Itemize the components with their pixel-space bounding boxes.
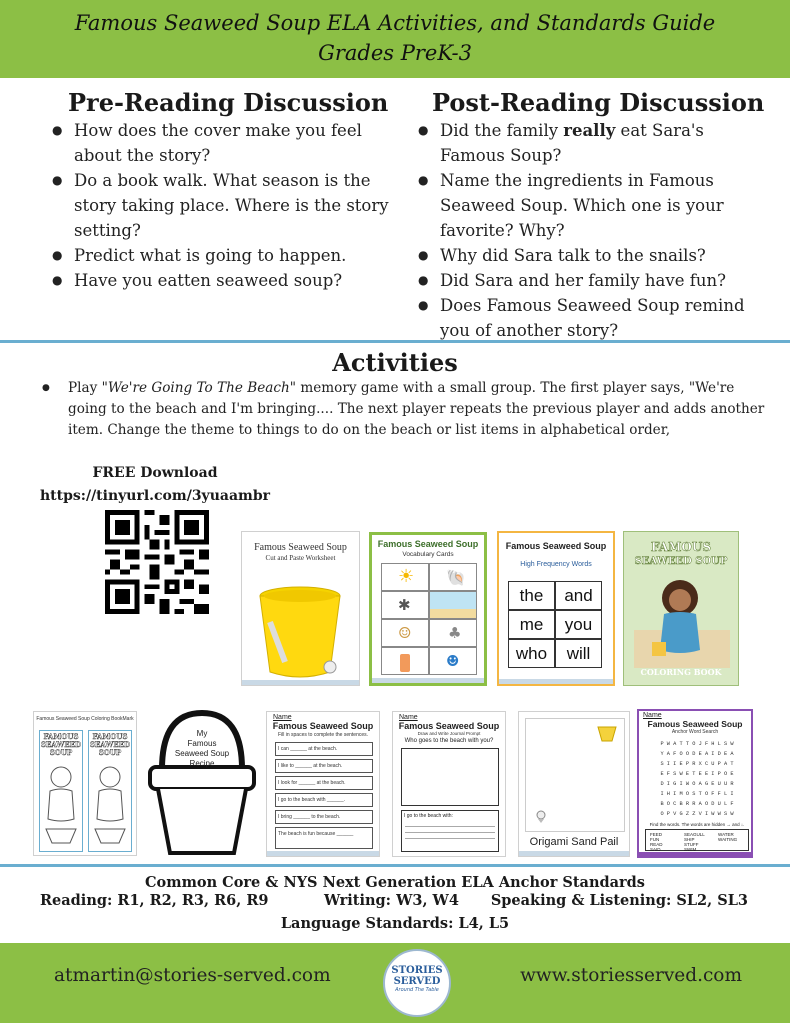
word-bank-column: WATER WAITING (718, 832, 738, 842)
word-search-grid (645, 739, 749, 819)
child-icon: ☺ (398, 624, 412, 642)
thumbnail-coloring-book[interactable] (623, 531, 739, 686)
header-title: Famous Seaweed Soup ELA Activities, and Standards Guide (74, 11, 716, 35)
girl-illustration-icon (634, 570, 730, 668)
list-item-game-title: "We're Going To The Beach" (101, 380, 297, 396)
thumbnail-title: Famous Seaweed Soup Coloring BookMark (36, 716, 134, 722)
grid-row: B O C B R R A O D U L F (660, 801, 734, 807)
list-item-text: eat Sara's Famous Soup? (440, 121, 704, 165)
list-item-emphasis: really (563, 121, 616, 140)
bookmark-label-line: SEAWEED (40, 740, 82, 749)
logo-arc-text: Around The Table (395, 987, 439, 993)
girl-outline-icon (89, 757, 131, 847)
vocab-card (429, 591, 477, 619)
bookmark-label (40, 731, 82, 757)
bucket-icon (250, 562, 350, 684)
thumbnail-footer (499, 679, 613, 684)
sunscreen-icon (400, 654, 410, 672)
download-block (40, 462, 270, 508)
hf-word: me (508, 610, 555, 639)
thumbnail-footer (372, 678, 484, 683)
girl-outline-icon (40, 757, 82, 847)
vocab-card (381, 647, 429, 675)
section-divider (0, 864, 790, 867)
list-item (38, 378, 768, 441)
list-item-text: Did the family (440, 121, 564, 140)
cover-caption: COLORING BOOK (640, 667, 722, 677)
vocab-card (381, 563, 429, 591)
grid-row: P W A T T O J F H L S W (660, 741, 734, 747)
bookmark-strip (88, 730, 132, 852)
sentence-lines (275, 742, 373, 849)
beach-icon (430, 609, 476, 618)
thumbnail-origami[interactable] (518, 711, 630, 857)
bookmark-strip (39, 730, 83, 852)
sentence-line: I look for ______ at the beach. (275, 776, 373, 790)
writing-box[interactable] (401, 810, 499, 852)
footer-bar (0, 943, 790, 1023)
worksheet-question: Who goes to the beach with you? (404, 738, 494, 744)
origami-caption: Origami Sand Pail (529, 836, 619, 848)
activities-list (38, 378, 768, 441)
grid-row: S I I E P R X C U P A T (660, 761, 734, 767)
writing-line (405, 838, 495, 839)
cover-title-line2: SEAWEED SOUP (634, 556, 728, 567)
footer-email[interactable]: atmartin@stories-served.com (54, 965, 331, 986)
pre-reading-list (50, 118, 400, 293)
bookmark-label-line: SEAWEED (89, 740, 131, 749)
list-item-text: Play (68, 380, 102, 396)
origami-paper (525, 718, 625, 832)
footer-website[interactable]: www.storiesserved.com (520, 965, 742, 986)
standards-language: Language Standards: L4, L5 (280, 915, 510, 932)
vocab-card (381, 591, 429, 619)
seagull-icon: ♣ (448, 624, 462, 642)
standards-title: Common Core & NYS Next Generation ELA Anchor Standards (145, 874, 645, 891)
cover-title-line1: FAMOUS (651, 540, 711, 554)
recipe-title-line: Seaweed Soup (174, 749, 230, 758)
post-reading-title: Post-Reading Discussion (432, 88, 765, 117)
grid-row: I H I M O S T O F F L I (660, 791, 734, 797)
hf-word: who (508, 639, 555, 668)
thumbnail-title: Famous Seaweed Soup (272, 721, 374, 731)
thumbnail-subtitle: Draw and Write Journal Prompt (417, 731, 481, 736)
worksheet-name-label: Name (643, 712, 662, 719)
thumbnail-cut-paste[interactable] (241, 531, 360, 686)
thumbnail-subtitle: Fill in spaces to complete the sentences. (277, 732, 369, 738)
worksheet-name-label: Name (273, 714, 292, 721)
thumbnail-title: Famous Seaweed Soup (647, 719, 743, 729)
thumbnail-subtitle: Cut and Paste Worksheet (265, 554, 336, 562)
sentence-line: I can ______ at the beach. (275, 742, 373, 756)
thumbnail-footer (267, 851, 379, 856)
thumbnail-title: Famous Seaweed Soup (505, 541, 607, 551)
vocab-card (429, 563, 477, 591)
sentence-line: I go to the beach with ______. (275, 793, 373, 807)
header-banner (0, 0, 790, 78)
thumbnail-recipe[interactable] (146, 709, 258, 857)
thumbnail-vocabulary[interactable] (369, 532, 487, 686)
writing-line (405, 826, 495, 827)
section-divider (0, 340, 790, 343)
writing-line (405, 832, 495, 833)
standards-speaking: Speaking & Listening: SL2, SL3 (490, 892, 748, 909)
list-item-text: memory game with a small group. The first player says, "We're going to the beach and I'm bringing.... The next player repeats the previous player and adds another item. Change the theme to things to do on the beach or list items in alphabetical order, (68, 380, 765, 438)
logo-text: SERVED (393, 976, 441, 987)
activities-title: Activities (332, 348, 458, 377)
list-item: ● Predict what is going to happen. (50, 243, 400, 268)
recipe-title (166, 729, 238, 769)
thumbnail-word-search[interactable] (637, 709, 753, 858)
standards-reading: Reading: R1, R2, R3, R6, R9 (40, 892, 269, 909)
grid-row: O P V G Z Z V I W W S W (660, 811, 734, 817)
grid-row: Y A F O O D E A I D E A (660, 751, 734, 757)
list-item: ● Have you eatten seaweed soup? (50, 268, 400, 293)
thumbnail-sentences[interactable] (266, 711, 380, 857)
stories-served-logo (383, 949, 451, 1017)
thumbnail-title: Famous Seaweed Soup (398, 721, 500, 731)
standards-writing: Writing: W3, W4 (324, 892, 459, 909)
list-item: ● Did Sara and her family have fun? (416, 268, 766, 293)
list-item: ● How does the cover make you feel about the story? (50, 118, 400, 168)
recipe-title-line: Famous (187, 739, 217, 748)
drawing-box[interactable] (401, 748, 499, 806)
list-item: ● Does Famous Seaweed Soup remind you of another story? (416, 293, 766, 343)
header-grades: Grades PreK-3 (318, 41, 472, 65)
sentence-line: I bring ______ to the beach. (275, 810, 373, 824)
hf-word: the (508, 581, 555, 610)
hf-word: you (555, 610, 602, 639)
worksheet-name-label: Name (399, 714, 418, 721)
list-item (416, 118, 766, 168)
vocab-card (429, 619, 477, 647)
crab-icon: ✱ (398, 596, 411, 614)
word-bank-column: SEAGULL SHIP STUFF SWIM (684, 832, 705, 852)
sentence-line: The beach is fun because ______ (275, 827, 373, 849)
pre-reading-title: Pre-Reading Discussion (68, 88, 389, 117)
thumbnail-title: Famous Seaweed Soup (377, 539, 479, 549)
vocab-card (429, 647, 477, 675)
shell-icon: 🐚 (446, 568, 466, 587)
bookmark-label (89, 731, 131, 757)
hf-word: and (555, 581, 602, 610)
sentence-line: I like to ______ at the beach. (275, 759, 373, 773)
word-bank (645, 829, 749, 851)
list-item: ● Why did Sara talk to the snails? (416, 243, 766, 268)
word-bank-column: FEED FUN READ SAID (650, 832, 663, 852)
thumbnail-title: Famous Seaweed Soup (254, 542, 347, 553)
list-item: ● Do a book walk. What season is the story taking place. Where is the story setting? (50, 168, 400, 243)
thumbnail-subtitle: Vocabulary Cards (402, 551, 454, 558)
seagull-icon (534, 809, 548, 823)
bookmark-label-line: SOUP (49, 748, 73, 757)
download-url[interactable]: https://tinyurl.com/3yuaambr (40, 488, 270, 504)
recipe-title-line: Recipe (189, 759, 215, 768)
recipe-title-line: My (196, 729, 208, 738)
thumbnail-subtitle: Anchor Word Search (671, 729, 719, 735)
post-reading-list (416, 118, 766, 343)
bookmark-label-line: SOUP (98, 748, 122, 757)
thumbnail-footer (639, 852, 751, 856)
thumbnail-bookmark[interactable] (33, 711, 137, 856)
thumbnail-subtitle: High Frequency Words (520, 561, 592, 568)
swimmer-icon: ☻ (446, 652, 460, 670)
grid-row: E F S W E T E E I P O E (660, 771, 734, 777)
word-search-instruction: Find the words. The words are hidden → and ↓. (649, 822, 745, 827)
sun-icon: ☀ (398, 566, 415, 587)
grid-row: D I G I W O A G E U U R (660, 781, 734, 787)
thumbnail-footer (242, 680, 359, 685)
pail-icon (594, 723, 620, 743)
thumbnail-draw-write[interactable] (392, 711, 506, 857)
vocab-card (381, 619, 429, 647)
hf-word: will (555, 639, 602, 668)
qr-code-icon[interactable] (105, 510, 209, 614)
list-item: ● Name the ingredients in Famous Seaweed Soup. Which one is your favorite? Why? (416, 168, 766, 243)
writing-prompt: I go to the beach with: (404, 813, 453, 819)
logo-text: STORIES (391, 965, 443, 976)
bookmark-label-line: FAMOUS (92, 732, 128, 741)
download-label: FREE Download (92, 465, 218, 481)
bookmark-label-line: FAMOUS (43, 732, 79, 741)
thumbnail-high-frequency[interactable] (497, 531, 615, 686)
thumbnail-footer (519, 851, 629, 856)
